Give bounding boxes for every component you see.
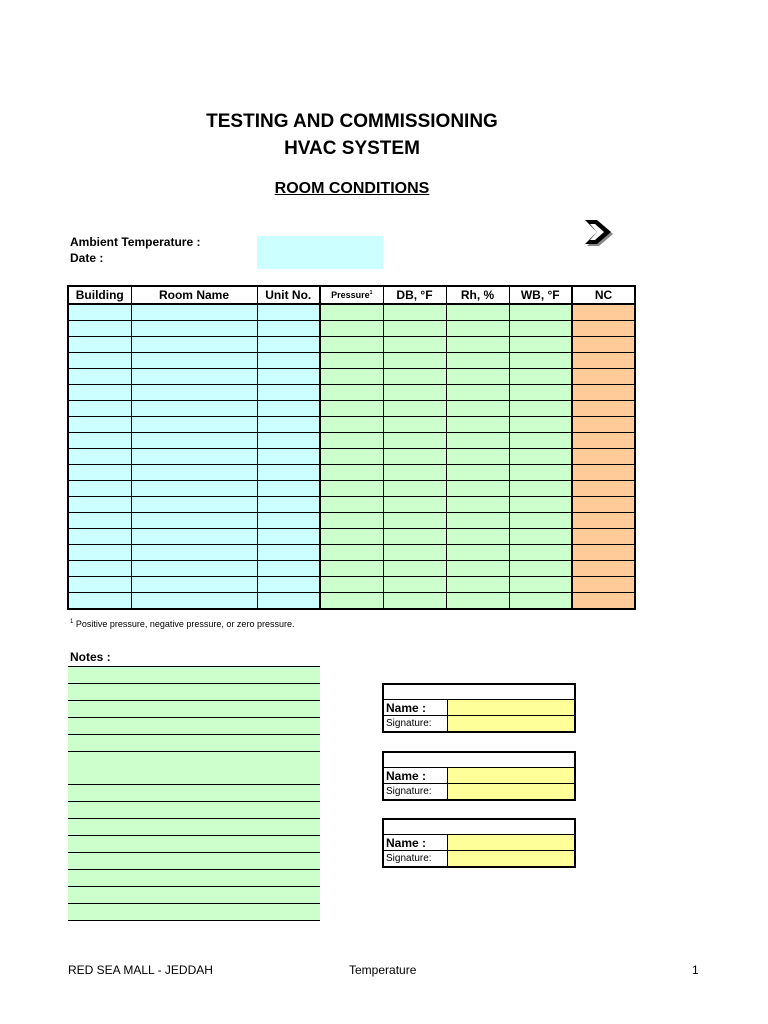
- ambient-date-input[interactable]: [257, 236, 383, 269]
- column-header-pressure: [320, 286, 383, 304]
- table-cell[interactable]: [257, 417, 320, 433]
- table-cell[interactable]: [257, 353, 320, 369]
- table-cell[interactable]: [509, 385, 572, 401]
- table-cell[interactable]: [383, 401, 446, 417]
- table-cell[interactable]: [572, 337, 635, 353]
- table-cell[interactable]: [572, 433, 635, 449]
- signature-box-header: [383, 752, 575, 768]
- table-cell[interactable]: [383, 433, 446, 449]
- table-cell[interactable]: [572, 593, 635, 610]
- table-cell[interactable]: [320, 529, 383, 545]
- notes-line[interactable]: [68, 904, 320, 921]
- table-cell[interactable]: [131, 497, 257, 513]
- table-row: [68, 385, 635, 401]
- table-row: [68, 369, 635, 385]
- table-cell[interactable]: [257, 481, 320, 497]
- table-cell[interactable]: [257, 593, 320, 610]
- table-cell[interactable]: [383, 465, 446, 481]
- table-cell[interactable]: [446, 465, 509, 481]
- notes-line[interactable]: [68, 819, 320, 836]
- table-cell[interactable]: [446, 481, 509, 497]
- table-cell[interactable]: [383, 385, 446, 401]
- table-cell[interactable]: [131, 465, 257, 481]
- table-cell[interactable]: [320, 353, 383, 369]
- table-cell[interactable]: [572, 353, 635, 369]
- table-cell[interactable]: [257, 449, 320, 465]
- table-cell[interactable]: [383, 497, 446, 513]
- signature-input[interactable]: [447, 716, 575, 733]
- table-cell[interactable]: [509, 545, 572, 561]
- table-cell[interactable]: [572, 497, 635, 513]
- table-cell[interactable]: [320, 465, 383, 481]
- table-cell[interactable]: [446, 545, 509, 561]
- notes-line[interactable]: [68, 718, 320, 735]
- table-row: [68, 561, 635, 577]
- table-cell[interactable]: [68, 417, 131, 433]
- name-label: Name :: [383, 835, 447, 851]
- table-row: [68, 433, 635, 449]
- table-cell[interactable]: [509, 465, 572, 481]
- notes-line[interactable]: [68, 768, 320, 785]
- table-cell[interactable]: [68, 321, 131, 337]
- notes-line[interactable]: [68, 752, 320, 769]
- table-row: [68, 417, 635, 433]
- table-cell[interactable]: [446, 577, 509, 593]
- column-header-unit-no: Unit No.: [257, 286, 320, 304]
- notes-line[interactable]: [68, 667, 320, 684]
- table-cell[interactable]: [446, 513, 509, 529]
- table-cell[interactable]: [572, 417, 635, 433]
- table-cell[interactable]: [446, 529, 509, 545]
- column-header-rh: Rh, %: [446, 286, 509, 304]
- table-cell[interactable]: [68, 593, 131, 610]
- table-cell[interactable]: [446, 337, 509, 353]
- table-cell[interactable]: [320, 449, 383, 465]
- signature-input[interactable]: [447, 851, 575, 868]
- table-cell[interactable]: [446, 385, 509, 401]
- table-cell[interactable]: [572, 449, 635, 465]
- table-row: [68, 593, 635, 610]
- table-cell[interactable]: [257, 577, 320, 593]
- table-cell[interactable]: [257, 401, 320, 417]
- table-cell[interactable]: [509, 304, 572, 321]
- table-cell[interactable]: [68, 529, 131, 545]
- table-row: [68, 337, 635, 353]
- table-cell[interactable]: [257, 369, 320, 385]
- table-cell[interactable]: [320, 321, 383, 337]
- notes-line[interactable]: [68, 802, 320, 819]
- table-cell[interactable]: [320, 593, 383, 610]
- title-line-2: HVAC SYSTEM: [284, 138, 420, 159]
- pressure-footnote-marker: 1: [369, 290, 373, 296]
- table-cell[interactable]: [131, 449, 257, 465]
- footnote: [70, 619, 294, 629]
- table-cell[interactable]: [131, 529, 257, 545]
- signature-box-1: [382, 683, 576, 733]
- table-cell[interactable]: [257, 385, 320, 401]
- table-cell[interactable]: [320, 513, 383, 529]
- table-cell[interactable]: [320, 337, 383, 353]
- table-cell[interactable]: [509, 449, 572, 465]
- table-cell[interactable]: [131, 593, 257, 610]
- column-header-nc: NC: [572, 286, 635, 304]
- table-cell[interactable]: [320, 417, 383, 433]
- table-cell[interactable]: [68, 481, 131, 497]
- table-cell[interactable]: [572, 513, 635, 529]
- table-cell[interactable]: [320, 561, 383, 577]
- signature-box-header: [383, 684, 575, 700]
- table-cell[interactable]: [572, 481, 635, 497]
- table-cell[interactable]: [68, 577, 131, 593]
- footer-page-number: 1: [692, 963, 699, 977]
- table-cell[interactable]: [446, 593, 509, 610]
- signature-label: Signature:: [383, 716, 447, 733]
- table-cell[interactable]: [509, 513, 572, 529]
- title-line-1: TESTING AND COMMISSIONING: [206, 111, 498, 132]
- table-row: [68, 465, 635, 481]
- table-cell[interactable]: [131, 369, 257, 385]
- table-cell[interactable]: [383, 449, 446, 465]
- table-cell[interactable]: [68, 401, 131, 417]
- table-cell[interactable]: [572, 465, 635, 481]
- table-cell[interactable]: [572, 545, 635, 561]
- table-cell[interactable]: [446, 401, 509, 417]
- table-cell[interactable]: [509, 369, 572, 385]
- table-cell[interactable]: [572, 529, 635, 545]
- table-cell[interactable]: [446, 449, 509, 465]
- table-cell[interactable]: [68, 433, 131, 449]
- table-cell[interactable]: [320, 545, 383, 561]
- notes-line[interactable]: [68, 870, 320, 887]
- table-cell[interactable]: [446, 321, 509, 337]
- column-header-wb: WB, °F: [509, 286, 572, 304]
- table-cell[interactable]: [446, 497, 509, 513]
- column-header-building: Building: [68, 286, 131, 304]
- table-row: [68, 449, 635, 465]
- table-cell[interactable]: [446, 304, 509, 321]
- signature-box-3: [382, 818, 576, 868]
- table-cell[interactable]: [572, 304, 635, 321]
- footer-left: RED SEA MALL - JEDDAH: [68, 963, 213, 977]
- footer-center: Temperature: [349, 963, 417, 977]
- pressure-label: Pressure: [331, 290, 370, 300]
- table-row: [68, 529, 635, 545]
- table-row: [68, 353, 635, 369]
- table-cell[interactable]: [68, 465, 131, 481]
- notes-line[interactable]: [68, 887, 320, 904]
- table-cell[interactable]: [509, 321, 572, 337]
- column-header-db: DB, °F: [383, 286, 446, 304]
- table-cell[interactable]: [257, 497, 320, 513]
- table-header-row: [68, 286, 635, 304]
- table-cell[interactable]: [320, 433, 383, 449]
- footnote-marker: 1: [70, 619, 74, 625]
- page-subtitle: ROOM CONDITIONS: [274, 180, 430, 197]
- table-cell[interactable]: [131, 321, 257, 337]
- room-conditions-table: [67, 285, 636, 610]
- table-row: [68, 321, 635, 337]
- table-cell[interactable]: [509, 593, 572, 610]
- table-cell[interactable]: [320, 497, 383, 513]
- table-row: [68, 481, 635, 497]
- table-cell[interactable]: [131, 417, 257, 433]
- table-cell[interactable]: [446, 417, 509, 433]
- table-cell[interactable]: [383, 577, 446, 593]
- table-row: [68, 497, 635, 513]
- date-label: Date :: [70, 251, 104, 265]
- table-row: [68, 401, 635, 417]
- name-label: Name :: [383, 700, 447, 716]
- table-cell[interactable]: [383, 545, 446, 561]
- table-cell[interactable]: [131, 385, 257, 401]
- notes-line[interactable]: [68, 853, 320, 870]
- table-cell[interactable]: [68, 497, 131, 513]
- name-input[interactable]: [447, 835, 575, 851]
- table-cell[interactable]: [320, 577, 383, 593]
- table-cell[interactable]: [446, 353, 509, 369]
- table-cell[interactable]: [131, 304, 257, 321]
- table-cell[interactable]: [509, 497, 572, 513]
- table-cell[interactable]: [572, 385, 635, 401]
- table-row: [68, 577, 635, 593]
- table-cell[interactable]: [131, 337, 257, 353]
- table-cell[interactable]: [257, 337, 320, 353]
- table-cell[interactable]: [383, 593, 446, 610]
- table-cell[interactable]: [320, 481, 383, 497]
- table-cell[interactable]: [131, 561, 257, 577]
- notes-line[interactable]: [68, 785, 320, 802]
- table-cell[interactable]: [383, 337, 446, 353]
- table-cell[interactable]: [572, 321, 635, 337]
- notes-line[interactable]: [68, 701, 320, 718]
- table-cell[interactable]: [509, 481, 572, 497]
- table-cell[interactable]: [383, 481, 446, 497]
- table-cell[interactable]: [509, 417, 572, 433]
- table-cell[interactable]: [509, 353, 572, 369]
- table-cell[interactable]: [446, 433, 509, 449]
- table-cell[interactable]: [509, 577, 572, 593]
- table-cell[interactable]: [572, 369, 635, 385]
- table-cell[interactable]: [131, 577, 257, 593]
- signature-box-2: [382, 751, 576, 801]
- table-cell[interactable]: [509, 433, 572, 449]
- table-cell[interactable]: [257, 433, 320, 449]
- table-cell[interactable]: [509, 401, 572, 417]
- table-cell[interactable]: [383, 304, 446, 321]
- table-cell[interactable]: [572, 561, 635, 577]
- table-cell[interactable]: [320, 369, 383, 385]
- table-cell[interactable]: [131, 545, 257, 561]
- name-label: Name :: [383, 768, 447, 784]
- table-cell[interactable]: [68, 545, 131, 561]
- table-cell[interactable]: [257, 321, 320, 337]
- table-cell[interactable]: [383, 369, 446, 385]
- table-cell[interactable]: [68, 337, 131, 353]
- notes-line[interactable]: [68, 735, 320, 752]
- table-cell[interactable]: [131, 401, 257, 417]
- table-cell[interactable]: [383, 529, 446, 545]
- table-cell[interactable]: [572, 577, 635, 593]
- table-cell[interactable]: [509, 337, 572, 353]
- notes-line[interactable]: [68, 836, 320, 853]
- table-cell[interactable]: [68, 353, 131, 369]
- table-cell[interactable]: [68, 369, 131, 385]
- table-cell[interactable]: [320, 385, 383, 401]
- table-cell[interactable]: [509, 529, 572, 545]
- table-cell[interactable]: [257, 545, 320, 561]
- table-cell[interactable]: [68, 561, 131, 577]
- table-cell[interactable]: [509, 561, 572, 577]
- table-row: [68, 304, 635, 321]
- table-cell[interactable]: [383, 417, 446, 433]
- signature-label: Signature:: [383, 851, 447, 868]
- table-cell[interactable]: [446, 561, 509, 577]
- table-row: [68, 513, 635, 529]
- table-cell[interactable]: [320, 401, 383, 417]
- notes-label: Notes :: [70, 650, 111, 664]
- table-cell[interactable]: [383, 513, 446, 529]
- table-cell[interactable]: [131, 481, 257, 497]
- table-cell[interactable]: [257, 465, 320, 481]
- table-cell[interactable]: [446, 369, 509, 385]
- chevron-right-icon[interactable]: [581, 217, 615, 247]
- table-cell[interactable]: [68, 449, 131, 465]
- signature-label: Signature:: [383, 784, 447, 801]
- table-row: [68, 545, 635, 561]
- notes-line[interactable]: [68, 684, 320, 701]
- table-cell[interactable]: [383, 561, 446, 577]
- table-cell[interactable]: [68, 304, 131, 321]
- column-header-room-name: Room Name: [131, 286, 257, 304]
- table-cell[interactable]: [257, 561, 320, 577]
- table-cell[interactable]: [383, 321, 446, 337]
- name-input[interactable]: [447, 700, 575, 716]
- table-cell[interactable]: [320, 304, 383, 321]
- table-cell[interactable]: [68, 513, 131, 529]
- footnote-text: Positive pressure, negative pressure, or zero pressure.: [75, 619, 295, 629]
- table-cell[interactable]: [131, 433, 257, 449]
- table-cell[interactable]: [257, 304, 320, 321]
- signature-box-header: [383, 819, 575, 835]
- table-cell[interactable]: [383, 353, 446, 369]
- table-cell[interactable]: [131, 513, 257, 529]
- signature-input[interactable]: [447, 784, 575, 801]
- table-cell[interactable]: [257, 513, 320, 529]
- name-input[interactable]: [447, 768, 575, 784]
- table-cell[interactable]: [257, 529, 320, 545]
- table-cell[interactable]: [68, 385, 131, 401]
- table-cell[interactable]: [572, 401, 635, 417]
- ambient-temperature-label: Ambient Temperature :: [70, 235, 201, 249]
- table-cell[interactable]: [131, 353, 257, 369]
